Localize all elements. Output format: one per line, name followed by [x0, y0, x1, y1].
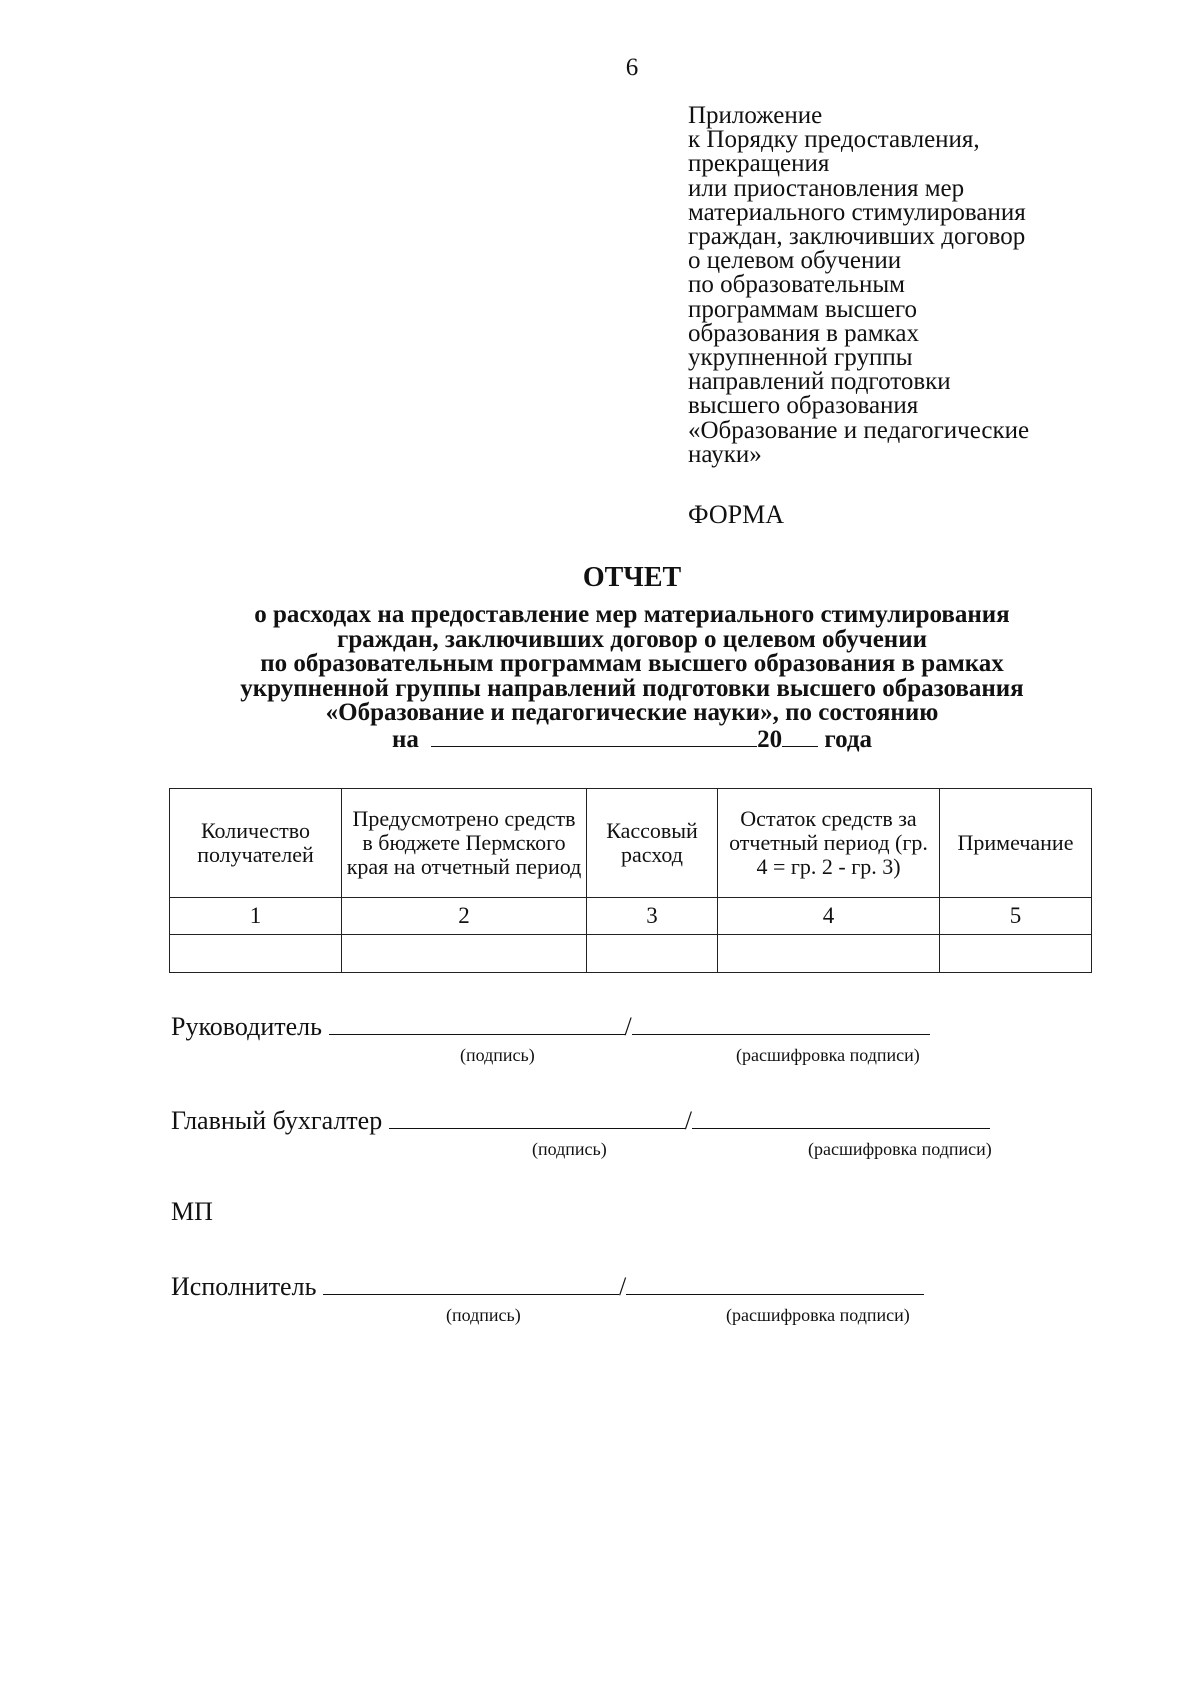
- header-note: Примечание: [940, 789, 1092, 898]
- table-column-numbers-row: [170, 898, 1092, 935]
- subtitle-line: о расходах на предоставление мер материального стимулирования: [254, 601, 1010, 628]
- appendix-line: о целевом обучении: [688, 247, 902, 275]
- accountant-label: Главный бухгалтер: [171, 1106, 383, 1135]
- head-signature-line: [171, 1012, 930, 1042]
- appendix-block: [688, 104, 1158, 467]
- date-line: [150, 726, 1114, 753]
- appendix-line: направлений подготовки: [688, 368, 951, 396]
- table-cell-recipients[interactable]: [170, 935, 342, 973]
- stamp-place: МП: [171, 1197, 213, 1226]
- column-number: 5: [940, 898, 1092, 935]
- header-cash-expense: Кассовый расход: [587, 789, 718, 898]
- executor-decoding-field[interactable]: [626, 1272, 924, 1295]
- executor-separator: /: [618, 1272, 627, 1301]
- accountant-signature-line: [171, 1106, 990, 1136]
- appendix-line: науки»: [688, 440, 762, 468]
- table-cell-cash-expense[interactable]: [587, 935, 718, 973]
- executor-signature-line: [171, 1272, 924, 1302]
- head-signature-field[interactable]: [329, 1012, 625, 1035]
- column-number: 1: [170, 898, 342, 935]
- date-year-prefix: 20: [757, 725, 783, 753]
- date-blank-field[interactable]: [431, 726, 757, 747]
- column-number: 2: [342, 898, 587, 935]
- accountant-decoding-caption: (расшифровка подписи): [808, 1139, 992, 1159]
- executor-decoding-caption: (расшифровка подписи): [726, 1305, 910, 1325]
- header-recipients: Количество получателей: [170, 789, 342, 898]
- table-row: [170, 935, 1092, 973]
- subtitle-line: укрупненной группы направлений подготовки высшего образования: [240, 674, 1024, 702]
- form-label: ФОРМА: [688, 500, 784, 529]
- column-number: 3: [587, 898, 718, 935]
- report-title: ОТЧЕТ: [582, 562, 682, 593]
- executor-signature-caption: (подпись): [446, 1305, 521, 1325]
- executor-label: Исполнитель: [171, 1272, 317, 1301]
- subtitle-line: по образовательным программам высшего образования в рамках: [260, 650, 1004, 677]
- appendix-line: образования в рамках: [688, 319, 919, 347]
- appendix-line: материального стимулирования: [688, 198, 1026, 226]
- table-cell-budget[interactable]: [342, 935, 587, 973]
- report-table: [169, 788, 1092, 973]
- page-number: 6: [625, 54, 639, 81]
- table-header-row: [170, 789, 1092, 898]
- appendix-line: или приостановления мер: [688, 174, 965, 202]
- year-blank-field[interactable]: [782, 726, 818, 747]
- head-signature-caption: (подпись): [460, 1045, 535, 1065]
- appendix-line: по образовательным: [688, 271, 905, 299]
- subtitle-line: «Образование и педагогические науки», по состоянию: [325, 699, 939, 726]
- head-decoding-caption: (расшифровка подписи): [736, 1045, 920, 1065]
- head-separator: /: [624, 1012, 632, 1041]
- header-budget: Предусмотрено средств в бюджете Пермского края на отчетный период: [342, 789, 587, 898]
- appendix-line: граждан, заключивших договор: [688, 223, 1026, 251]
- subtitle-line: граждан, заключивших договор о целевом обучении: [336, 625, 928, 653]
- date-prefix: на: [391, 725, 419, 753]
- appendix-line: укрупненной группы: [688, 344, 913, 372]
- head-decoding-field[interactable]: [632, 1012, 930, 1035]
- appendix-line: к Порядку предоставления,: [688, 126, 980, 154]
- appendix-line: программам высшего: [688, 295, 918, 323]
- date-suffix: года: [824, 725, 873, 753]
- accountant-decoding-field[interactable]: [692, 1106, 990, 1129]
- appendix-line: прекращения: [688, 150, 830, 178]
- accountant-signature-caption: (подпись): [532, 1139, 607, 1159]
- executor-signature-field[interactable]: [323, 1272, 619, 1295]
- header-balance: Остаток средств за отчетный период (гр. 4 = гр. 2 - гр. 3): [718, 789, 940, 898]
- column-number: 4: [718, 898, 940, 935]
- table-cell-balance[interactable]: [718, 935, 940, 973]
- accountant-separator: /: [684, 1106, 692, 1135]
- table-cell-note[interactable]: [940, 935, 1092, 973]
- head-label: Руководитель: [171, 1012, 322, 1041]
- appendix-line: Приложение: [688, 102, 823, 129]
- appendix-line: «Образование и педагогические: [688, 416, 1030, 444]
- appendix-line: высшего образования: [688, 392, 919, 420]
- accountant-signature-field[interactable]: [389, 1106, 685, 1129]
- report-subtitle: [150, 603, 1114, 752]
